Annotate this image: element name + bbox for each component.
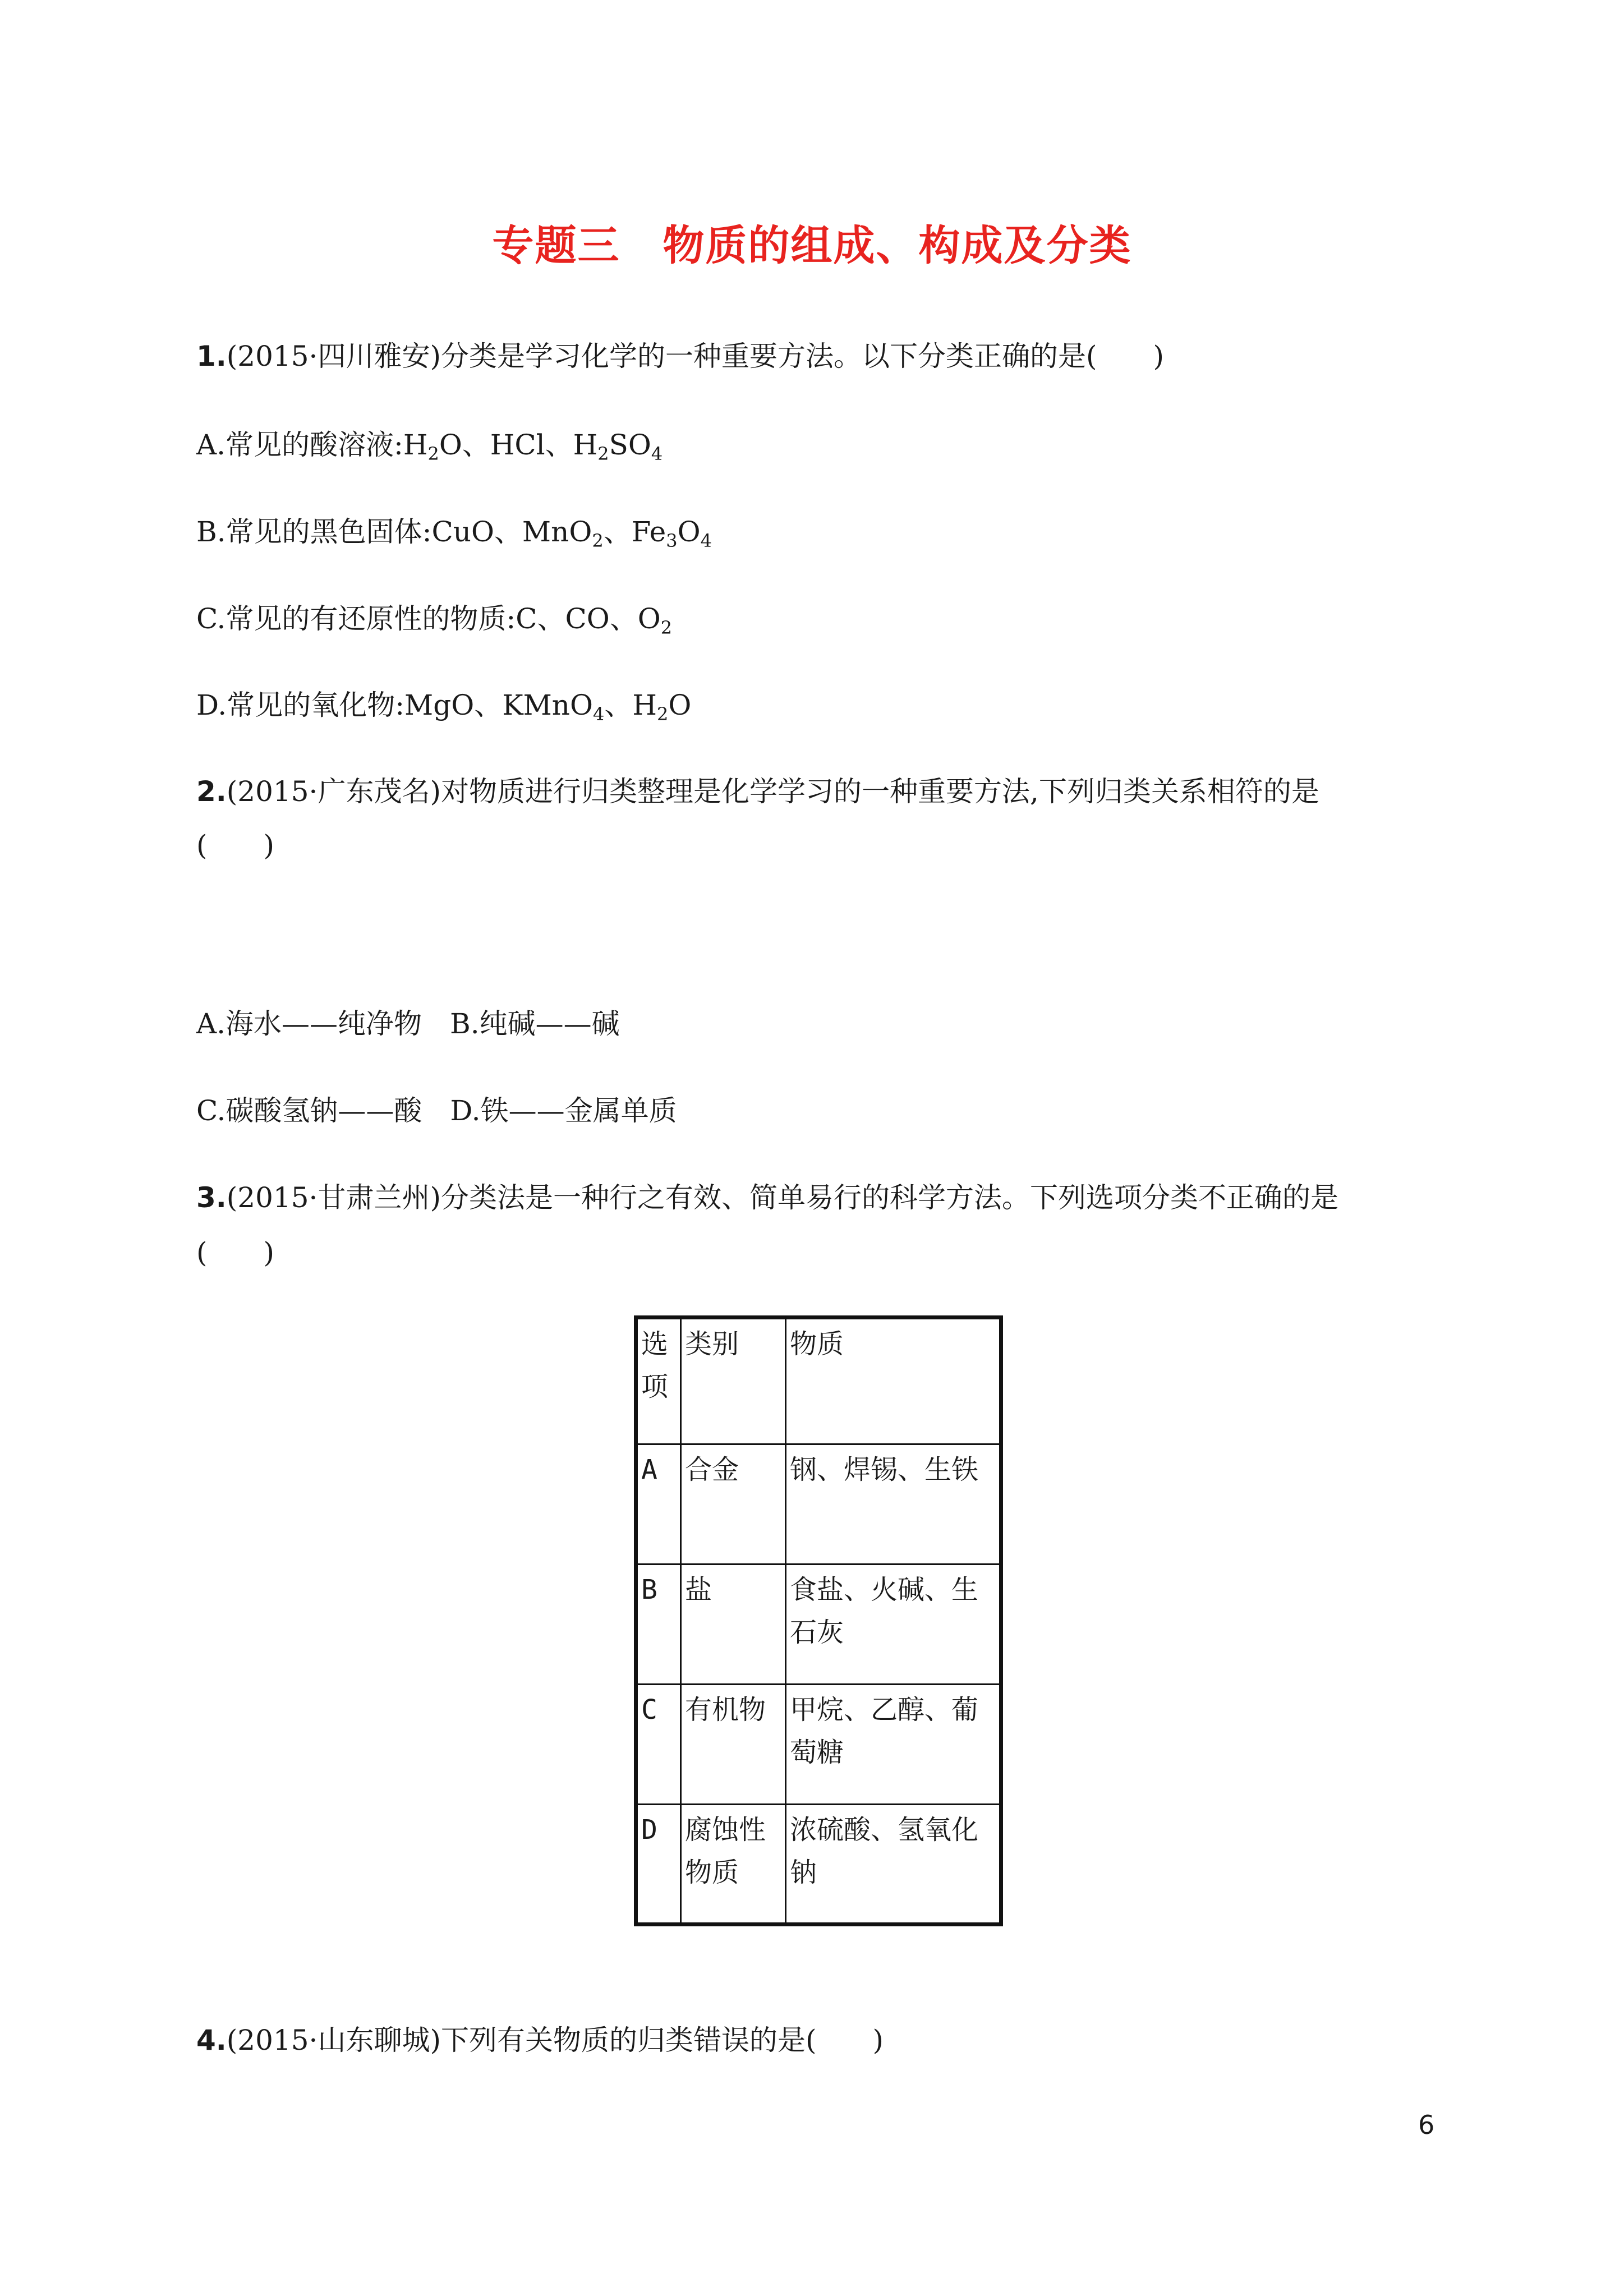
subscript: 2 xyxy=(592,530,604,551)
answer-parentheses: ( ) xyxy=(196,829,275,862)
option-text: O xyxy=(677,516,701,548)
table-cell-option: A xyxy=(636,1444,681,1565)
option-text: 、H xyxy=(604,689,657,721)
option-text: 、Fe xyxy=(603,516,666,548)
option-text: O xyxy=(668,689,692,721)
table-cell-option: D xyxy=(636,1805,681,1925)
table-header-cell: 选项 xyxy=(636,1318,681,1444)
question-1-option-b xyxy=(196,512,712,551)
table-cell-option: B xyxy=(636,1565,681,1685)
table-row xyxy=(636,1805,1001,1925)
question-number: 1. xyxy=(196,340,227,372)
classification-table xyxy=(634,1315,1003,1926)
question-2-stem xyxy=(196,772,1319,811)
table-header-cell: 类别 xyxy=(681,1318,786,1444)
subscript: 4 xyxy=(700,530,712,551)
page-number: 6 xyxy=(1418,2110,1435,2140)
table-cell-category: 有机物 xyxy=(681,1685,786,1805)
question-text: (2015·四川雅安)分类是学习化学的一种重要方法。以下分类正确的是( ) xyxy=(226,340,1164,372)
table-cell-category: 盐 xyxy=(681,1565,786,1685)
option-text: A.常见的酸溶液:H xyxy=(196,429,428,461)
option-text: O、HCl、H xyxy=(439,429,598,461)
question-1-stem xyxy=(196,337,1164,376)
question-text: (2015·广东茂名)对物质进行归类整理是化学学习的一种重要方法,下列归类关系相符的是 xyxy=(226,775,1319,808)
subscript: 3 xyxy=(666,530,678,551)
subscript: 4 xyxy=(592,703,605,725)
subscript: 2 xyxy=(656,703,669,725)
option-text: SO xyxy=(609,429,651,461)
subscript: 2 xyxy=(427,443,439,464)
answer-parentheses: ( ) xyxy=(196,1236,275,1269)
table-cell-substances: 食盐、火碱、生石灰 xyxy=(786,1565,1001,1685)
table-cell-option: C xyxy=(636,1685,681,1805)
subscript: 2 xyxy=(660,617,673,638)
subscript: 4 xyxy=(651,443,663,464)
question-2-options-cd: C.碳酸氢钠——酸 D.铁——金属单质 xyxy=(196,1094,677,1127)
table-header-cell: 物质 xyxy=(786,1318,1001,1444)
table-header-row xyxy=(636,1318,1001,1444)
question-3-stem xyxy=(196,1178,1338,1217)
table-row xyxy=(636,1565,1001,1685)
question-4-stem xyxy=(196,2021,884,2060)
table-cell-category: 合金 xyxy=(681,1444,786,1565)
table-cell-substances: 甲烷、乙醇、葡萄糖 xyxy=(786,1685,1001,1805)
table-cell-category: 腐蚀性物质 xyxy=(681,1805,786,1925)
option-text: C.常见的有还原性的物质:C、CO、O xyxy=(196,602,661,635)
question-number: 4. xyxy=(196,2024,227,2056)
question-text: (2015·甘肃兰州)分类法是一种行之有效、简单易行的科学方法。下列选项分类不正确的是 xyxy=(226,1181,1338,1214)
question-2-options-ab: A.海水——纯净物 B.纯碱——碱 xyxy=(196,1007,620,1040)
table-row xyxy=(636,1685,1001,1805)
page-title: 专题三 物质的组成、构成及分类 xyxy=(492,222,1132,270)
question-1-option-a xyxy=(196,425,663,464)
table-cell-substances: 浓硫酸、氢氧化钠 xyxy=(786,1805,1001,1925)
question-number: 3. xyxy=(196,1181,227,1214)
question-1-option-d xyxy=(196,685,691,725)
table-cell-substances: 钢、焊锡、生铁 xyxy=(786,1444,1001,1565)
option-text: B.常见的黑色固体:CuO、MnO xyxy=(196,516,592,548)
option-text: D.常见的氧化物:MgO、KMnO xyxy=(196,689,593,721)
question-1-option-c xyxy=(196,599,672,638)
subscript: 2 xyxy=(597,443,609,464)
table-row xyxy=(636,1444,1001,1565)
question-number: 2. xyxy=(196,775,227,808)
question-text: (2015·山东聊城)下列有关物质的归类错误的是( ) xyxy=(226,2024,884,2056)
